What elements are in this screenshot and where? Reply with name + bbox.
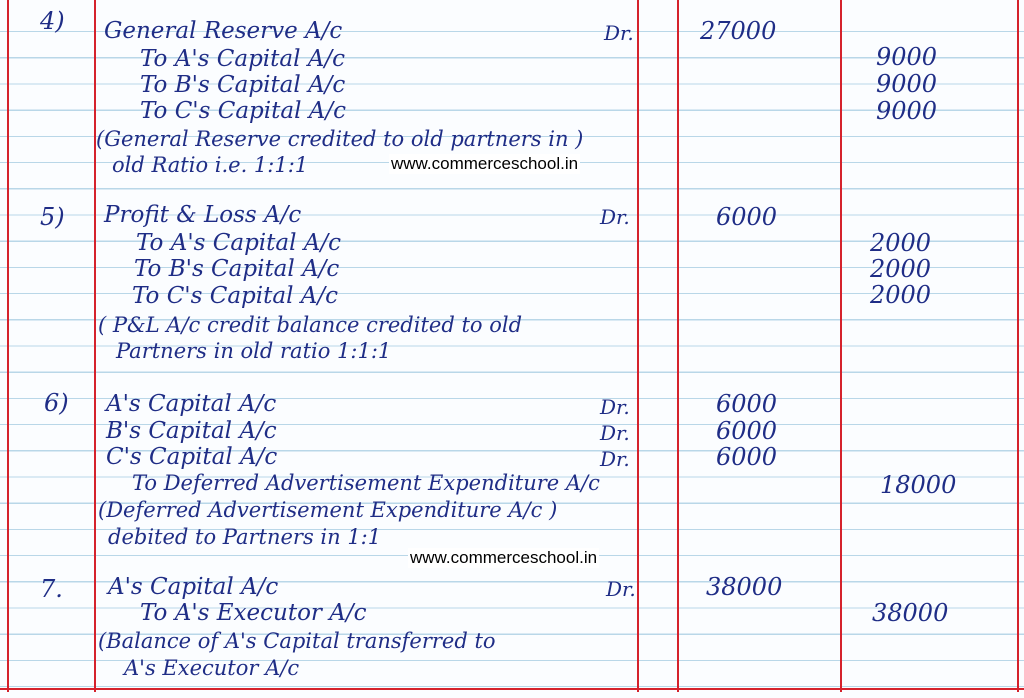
watermark: www.commerceschool.in (410, 548, 598, 567)
debit-amount: 27000 (700, 17, 777, 45)
debit-account: A's Capital A/c (106, 391, 277, 417)
credit-amount: 9000 (876, 70, 938, 98)
narration-line: debited to Partners in 1:1 (108, 525, 382, 549)
credit-account: To C's Capital A/c (140, 98, 347, 124)
credit-account: To A's Capital A/c (136, 230, 342, 256)
credit-account: To A's Executor A/c (140, 600, 367, 626)
credit-amount: 9000 (876, 43, 938, 71)
lf-column-rule (677, 0, 679, 692)
date-column-rule (94, 0, 96, 692)
credit-amount: 9000 (876, 97, 938, 125)
narration-line: (General Reserve credited to old partners in ) (96, 127, 584, 151)
debit-account: General Reserve A/c (104, 18, 343, 44)
debit-amount: 6000 (716, 443, 778, 471)
debit-column-rule (840, 0, 842, 692)
debit-account: B's Capital A/c (106, 418, 277, 444)
credit-account: To A's Capital A/c (140, 46, 346, 72)
dr-marker: Dr. (606, 577, 636, 601)
dr-marker: Dr. (604, 21, 634, 45)
debit-account: Profit & Loss A/c (104, 202, 302, 228)
credit-account: To B's Capital A/c (140, 72, 346, 98)
debit-amount: 38000 (706, 573, 783, 601)
narration-line: old Ratio i.e. 1:1:1 (112, 153, 309, 177)
credit-account: To Deferred Advertisement Expenditure A/c (132, 471, 600, 495)
credit-amount: 18000 (880, 471, 957, 499)
debit-amount: 6000 (716, 390, 778, 418)
credit-account: To B's Capital A/c (134, 256, 340, 282)
narration-line: A's Executor A/c (124, 656, 300, 680)
particulars-column-rule (637, 0, 639, 692)
dr-marker: Dr. (600, 447, 630, 471)
entry-number: 5) (40, 203, 65, 231)
debit-amount: 6000 (716, 417, 778, 445)
dr-marker: Dr. (600, 205, 630, 229)
narration-line: (Deferred Advertisement Expenditure A/c ) (98, 498, 558, 522)
right-margin-rule (1017, 0, 1019, 692)
narration-line: Partners in old ratio 1:1:1 (116, 339, 392, 363)
left-margin-rule (7, 0, 9, 692)
watermark: www.commerceschool.in (391, 154, 579, 173)
dr-marker: Dr. (600, 421, 630, 445)
credit-amount: 2000 (870, 229, 932, 257)
bottom-rule (0, 688, 1024, 690)
credit-amount: 2000 (870, 281, 932, 309)
narration-line: ( P&L A/c credit balance credited to old (98, 313, 523, 337)
debit-account: C's Capital A/c (106, 444, 278, 470)
entry-number: 4) (40, 7, 65, 35)
dr-marker: Dr. (600, 395, 630, 419)
debit-account: A's Capital A/c (108, 574, 279, 600)
credit-account: To C's Capital A/c (132, 283, 339, 309)
credit-amount: 2000 (870, 255, 932, 283)
entry-number: 7. (40, 575, 63, 603)
narration-line: (Balance of A's Capital transferred to (98, 629, 496, 653)
entry-number: 6) (44, 389, 69, 417)
credit-amount: 38000 (872, 599, 949, 627)
debit-amount: 6000 (716, 203, 778, 231)
